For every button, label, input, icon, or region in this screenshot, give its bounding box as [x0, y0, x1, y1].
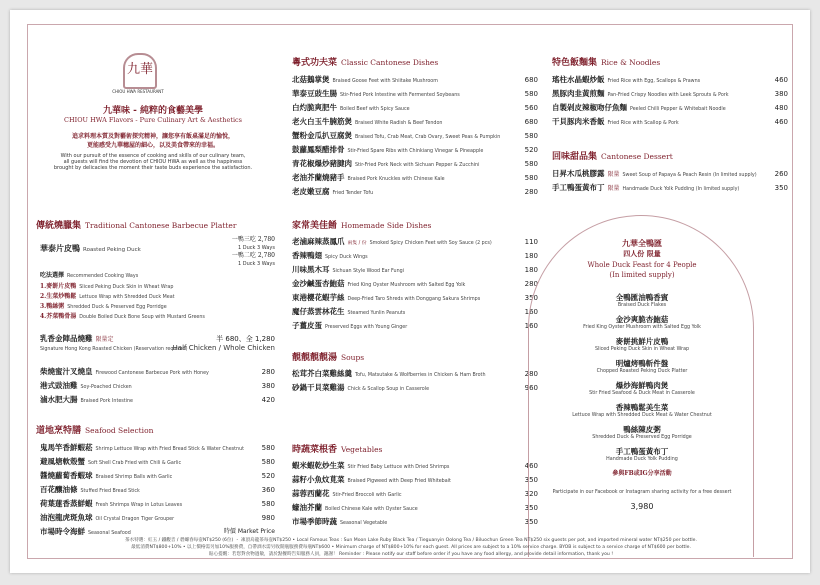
- feast-item: 明爐烤鴨斬件盤 Chopped Roasted Peking Duck Platter: [596, 359, 688, 374]
- intro-en-3: brought by delicacies the moment their taste buds experience the satisfaction.: [53, 165, 253, 171]
- footer-line-tea: 茶水特選：紅玉 / 鐵觀音 / 碧螺春每壺NT$250 (6位) ・ 凍頂烏龍茶每壺NT$250 • Local Famous Teas : Sun Moon Lake Ruby Black Tea / Tieguanyin Oolong Tea / Biluochun Green Tea NT$250 six guests per pot, and imported mineral water NT$250 per bottle.: [125, 538, 697, 543]
- feast-subtitle-en: (In limited supply): [609, 271, 675, 279]
- feast-item: 金沙爽脆杏鮑菇 Fried King Oyster Mushroom with Salted Egg Yolk: [583, 315, 701, 330]
- feast-item: 香辣鴨鬆美生菜 Lettuce Wrap with Shredded Duck Meat & Water Chestnut: [572, 403, 712, 418]
- duck-option-1-en: 1 Duck 3 Ways: [237, 245, 275, 251]
- bbq-section-title: 傳統燒臘集 Traditional Cantonese Barbecue Platter: [36, 221, 237, 231]
- menu-item: 日昇木瓜桃膠露 限量 Sweet Soup of Papaya & Peach Resin (In limited supply) 260: [552, 169, 788, 178]
- menu-item: 市場時令海鮮 Seasonal Seafood 時價 Market Price: [40, 527, 275, 536]
- menu-item: 老火白玉牛腩筋煲 Braised White Radish & Beef Tendon 680: [292, 117, 538, 126]
- menu-item: 金沙鹹蛋杏鮑菇 Fried King Oyster Mushroom with Salted Egg Yolk 280: [292, 279, 538, 288]
- roasted-chicken-en: Signature Hong Kong Roasted Chicken (Reservation required) Half Chicken / Whole Chicken: [40, 344, 275, 352]
- menu-item: 蒜籽小魚炆莧菜 Braised Pigweed with Deep Fried Whitebait 350: [292, 475, 538, 484]
- side-section-title: 家常美佳餚 Homemade Side Dishes: [292, 221, 432, 231]
- logo-subtext: CHIOU HWA RESTAURANT: [112, 89, 164, 94]
- footer-notes: [38, 537, 784, 558]
- menu-frame: [27, 24, 793, 559]
- way-item: 2.生菜炒鴨鬆 Lettuce Wrap with Shredded Duck Meat: [40, 293, 175, 300]
- menu-item: 油泡龍虎斑魚球 Oil Crystal Dragon Tiger Grouper 980: [40, 513, 275, 522]
- duck-option-2-en: 1 Duck 3 Ways: [237, 261, 275, 267]
- cantonese-section-title: 粵式功夫菜 Classic Cantonese Dishes: [292, 58, 439, 68]
- menu-item: 老油芥蘭燒豬手 Braised Pork Knuckles with Chinese Kale 580: [292, 173, 538, 182]
- menu-item: 東港櫻花蝦芋絲 Deep-Fried Taro Shreds with Donggang Sakura Shrimps 350: [292, 293, 538, 302]
- menu-page: [10, 10, 810, 573]
- menu-item: 老皮嫩豆腐 Fried Tender Tofu 280: [292, 187, 538, 196]
- feast-price: 3,980: [630, 502, 654, 511]
- way-item: 4.芥菜鴨骨湯 Double Boiled Duck Bone Soup with Mustard Greens: [40, 313, 205, 320]
- feast-title-en: Whole Duck Feast for 4 People: [587, 261, 697, 269]
- brand-title: 九華味 - 純粹的食藝美學: [102, 106, 203, 116]
- duck-option-1: 一鴨三吃 2,780: [231, 236, 275, 243]
- feast-promo-en: Participate in our Facebook or Instagram sharing activity for a free dessert: [552, 490, 732, 495]
- footer-line-allergy: 貼心提醒：若您對食物過敏，請於點餐時告知服務人員，謝謝！ Reminder : Please notify our staff before order if you have any food allergy, and provide detail information, thank you !: [208, 552, 614, 557]
- menu-item: 老滷麻辣蒸鳳爪 兩隻 / 份 Smoked Spicy Chicken Feet with Soy Sauce (2 pcs) 110: [292, 237, 538, 246]
- menu-item: 華泰豆豉生腸 Stir-Fried Pork Intestine with Fermented Soybeans 580: [292, 89, 538, 98]
- feast-title: 九華全鴨匯: [622, 238, 662, 248]
- menu-item: 香辣鴨翅 Spicy Duck Wings 180: [292, 251, 538, 260]
- feast-item: 鴨絲陳皮粥 Shredded Duck & Preserved Egg Porridge: [592, 425, 692, 440]
- seafood-section-title: 道地烹特膳 Seafood Selection: [36, 426, 154, 436]
- menu-item: 鼓蘿鳳梨醋排骨 Stir-Fried Spare Ribs with Chinkiang Vinegar & Pineapple 520: [292, 145, 538, 154]
- menu-item: 松茸芥白菜雞絲羹 Tofu, Matsutake & Wolfberries in Chicken & Ham Broth 280: [292, 369, 538, 378]
- menu-item: 荷葉蓮香蒸鮮蝦 Fresh Shrimps Wrap in Lotus Leaves 580: [40, 499, 275, 508]
- intro-zh-1: 追求料理本質及對藝術探究精神，讓您享有飯桌滿足的愉悅，: [71, 133, 234, 140]
- feast-item: 手工鴨蛋黃布丁 Handmade Duck Yolk Pudding: [606, 447, 678, 462]
- footer-line-charge: 最低消費NT$800+10% • 以上價格需另加10%服務費，自帶酒水需另收開瓶服務費每瓶NT$600 • Minimum charge of NT$800+10% for each guest. All prices are subject to a 10% service charge. BYOB is subject to a service charge of NT$600 per bottle.: [131, 545, 691, 550]
- menu-item: 手工鴨蛋黃布丁 限量 Handmade Duck Yolk Pudding (In limited supply) 350: [552, 183, 788, 192]
- peking-duck-item: 華泰片皮鴨 Roasted Peking Duck: [40, 243, 141, 253]
- menu-item: 避風塘軟殼蟹 Soft Shell Crab Fried with Chili & Garlic 580: [40, 457, 275, 466]
- soups-section-title: 靚靚靚靚湯 Soups: [292, 353, 365, 363]
- feast-item: 全鴨匯油鴨香賓 Braised Duck Flakes: [615, 293, 669, 308]
- intro-en-1: With our pursuit of the essence of cooking and skills of our culinary team,: [60, 153, 246, 159]
- feast-item: 爆炒海鮮鴨肉煲 Stir Fried Seafood & Duck Meat in Casserole: [589, 381, 695, 396]
- menu-item: 醬燒蘿蔔香蝦球 Braised Shrimp Balls with Garlic 520: [40, 471, 275, 480]
- menu-item: 川味黑木耳 Sichuan Style Wood Ear Fungi 180: [292, 265, 538, 274]
- menu-item: 魔仔蒸雲林花生 Steamed Yunlin Peanuts 160: [292, 307, 538, 316]
- intro-en-2: all guests will find the devotion of CHIOU HWA as well as the happiness: [63, 159, 243, 165]
- menu-item: 鬼馬竿香鮮蝦菘 Shrimp Lettuce Wrap with Fried Bread Stick & Water Chestnut 580: [40, 443, 275, 452]
- way-item: 1.麥餅片皮鴨 Sliced Peking Duck Skin in Wheat Wrap: [40, 283, 174, 290]
- roasted-chicken-item: 乳香金陣品燒雞 限量定 半 680、全 1,280: [40, 334, 275, 343]
- menu-item: 百花釀油條 Stuffed Fried Bread Stick 360: [40, 485, 275, 494]
- cooking-ways-label: 吃法選擇 Recommended Cooking Ways: [40, 272, 139, 279]
- dessert-section-title: 回味甜品集 Cantonese Dessert: [552, 152, 673, 162]
- veg-section-title: 時蔬菜根香 Vegetables: [292, 445, 383, 455]
- menu-item: 干貝豚肉米香飯 Fried Rice with Scallop & Pork 460: [552, 117, 788, 126]
- menu-item: 瑤柱水晶蝦炒飯 Fried Rice with Egg, Scallops & Prawns 460: [552, 75, 788, 84]
- menu-item: 白灼脆爽肥牛 Boiled Beef with Spicy Sauce 560: [292, 103, 538, 112]
- menu-item: 自製剁皮辣椒吻仔魚麵 Peeled Chilli Pepper & Whitebait Noodle 480: [552, 103, 788, 112]
- feast-subtitle: 四人份 限量: [623, 249, 661, 258]
- menu-item: 蟹粉金瓜扒豆腐煲 Braised Tofu, Crab Meat, Crab Ovary, Sweet Peas & Pumpkin 580: [292, 131, 538, 140]
- brand-title-en: CHIOU HWA Flavors - Pure Culinary Art & Aesthetics: [63, 116, 242, 124]
- menu-item: 蝦米蝦乾炒生菜 Stir Fried Baby Lettuce with Dried Shrimps 460: [292, 461, 538, 470]
- feast-item: 麥餅挑鮮片皮鴨 Sliced Peking Duck Skin in Wheat Wrap: [594, 337, 690, 352]
- way-item: 3.鴨絲粥 Shredded Duck & Preserved Egg Porridge: [40, 303, 167, 310]
- feast-promo: 參與FB或IG分享活動: [612, 470, 672, 477]
- restaurant-logo: 九華: [123, 53, 157, 89]
- menu-item: 滷水肥大腸 Braised Pork Intestine 420: [40, 395, 275, 404]
- intro-zh-2: 更能感受九華穗屋的細心，以及美食帶來的幸福。: [86, 142, 219, 149]
- menu-item: 青花椒爆炒豬腱肉 Stir-Fried Pork Neck with Sichuan Pepper & Zucchini 580: [292, 159, 538, 168]
- rice-section-title: 特色飯麵集 Rice & Noodles: [552, 58, 661, 68]
- menu-item: 市場季節時蔬 Seasonal Vegetable 350: [292, 517, 538, 526]
- menu-item: 港式豉油雞 Soy-Poached Chicken 380: [40, 381, 275, 390]
- menu-item: 子薑皮蛋 Preserved Eggs with Young Ginger 160: [292, 321, 538, 330]
- menu-item: 蠔油芥蘭 Boiled Chinese Kale with Oyster Sauce 350: [292, 503, 538, 512]
- menu-item: 砂鍋干貝菜雞湯 Chick & Scallop Soup in Casserole 960: [292, 383, 538, 392]
- menu-item: 北菇鵝掌煲 Braised Goose Feet with Shiitake Mushroom 680: [292, 75, 538, 84]
- menu-item: 黑豚肉韭黃煎麵 Pan-Fried Crispy Noodles with Leek Sprouts & Pork 380: [552, 89, 788, 98]
- menu-item: 蒜蓉西蘭花 Stir-Fried Broccoli with Garlic 320: [292, 489, 538, 498]
- menu-item: 柴燒蜜汁叉燒皇 Firewood Cantonese Barbecue Pork with Honey 280: [40, 367, 275, 376]
- duck-option-2: 一鴨二吃 2,780: [231, 252, 275, 259]
- whole-duck-feast-panel: [528, 215, 754, 557]
